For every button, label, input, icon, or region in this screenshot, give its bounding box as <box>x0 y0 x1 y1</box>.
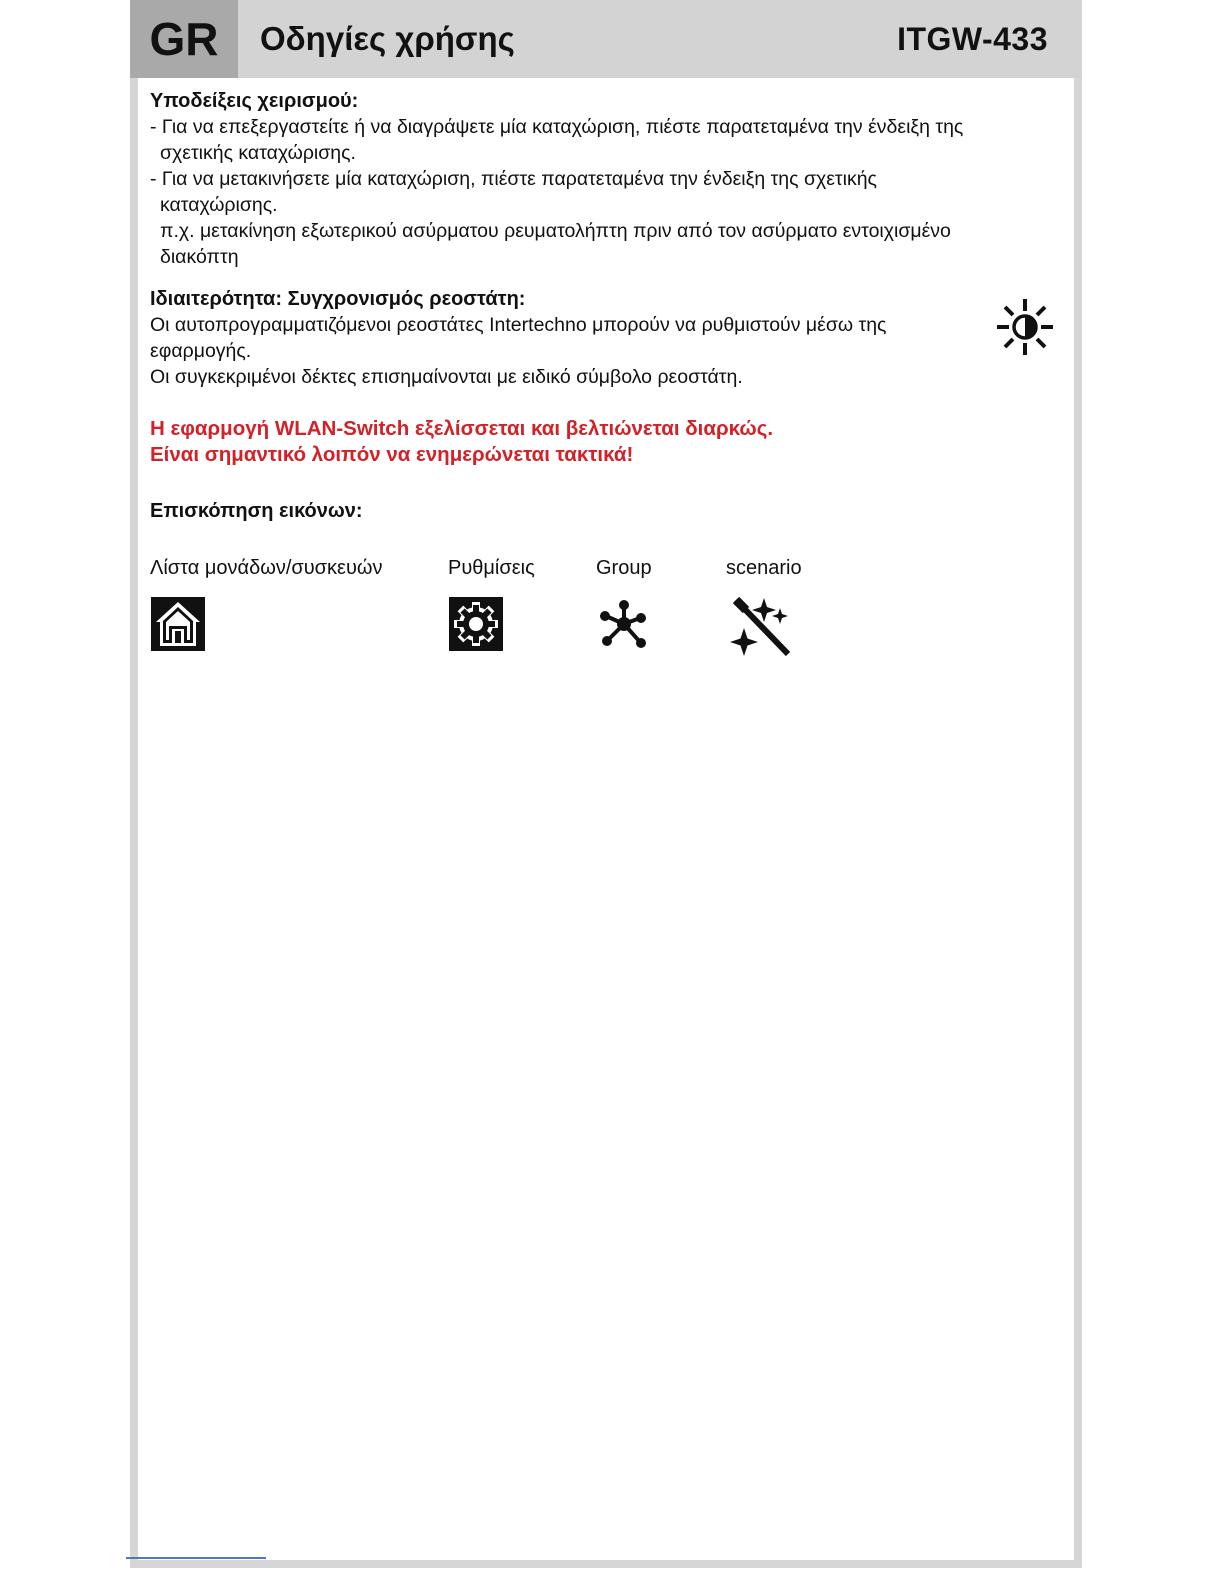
dimmer-sun-icon <box>996 298 1054 356</box>
dimmer-heading: Ιδιαιτερότητα: Συγχρονισμός ρεοστάτη: <box>150 288 526 310</box>
header-bar <box>130 0 1082 78</box>
handling-line: καταχώρισης. <box>160 194 278 216</box>
handling-line: - Για να επεξεργαστείτε ή να διαγράψετε μία καταχώριση, πιέστε παρατεταμένα την ένδειξη της <box>150 116 964 138</box>
handling-section <box>150 88 1062 270</box>
language-code: GR <box>130 0 238 78</box>
dimmer-section <box>150 286 1062 390</box>
icon-item-settings <box>448 554 535 582</box>
icon-item-group <box>596 554 652 582</box>
gear-icon <box>448 596 504 652</box>
icon-overview <box>150 554 1050 664</box>
icon-item-device-list <box>150 554 383 582</box>
dimmer-line: Οι συγκεκριμένοι δέκτες επισημαίνονται με ειδικό σύμβολο ρεοστάτη. <box>150 366 743 388</box>
group-icon <box>596 596 652 652</box>
content <box>150 88 1062 524</box>
dimmer-line: Οι αυτοπρογραμματιζόμενοι ρεοστάτες Intertechno μπορούν να ρυθμιστούν μέσω της <box>150 314 887 336</box>
footer-link-underline <box>126 1557 266 1559</box>
handling-line: διακόπτη <box>160 246 239 268</box>
icon-item-scenario <box>726 554 802 582</box>
notice-line: Η εφαρμογή WLAN-Switch εξελίσσεται και βελτιώνεται διαρκώς. <box>150 417 774 440</box>
icon-label: Ρυθμίσεις <box>448 557 535 579</box>
update-notice <box>150 416 1062 468</box>
handling-heading: Υποδείξεις χειρισμού: <box>150 90 359 112</box>
handling-line: σχετικής καταχώρισης. <box>160 142 356 164</box>
handling-line: π.χ. μετακίνηση εξωτερικού ασύρματου ρευματολήπτη πριν από τον ασύρματο εντοιχισμένο <box>160 220 951 242</box>
house-icon <box>150 596 206 652</box>
overview-heading: Επισκόπηση εικόνων: <box>150 500 363 522</box>
dimmer-line: εφαρμογής. <box>150 340 252 362</box>
icon-label: Λίστα μονάδων/συσκευών <box>150 557 383 579</box>
notice-line: Είναι σημαντικό λοιπόν να ενημερώνεται τακτικά! <box>150 443 634 466</box>
icon-label: Group <box>596 557 652 579</box>
document-title: Οδηγίες χρήσης <box>260 20 515 57</box>
handling-line: - Για να μετακινήσετε μία καταχώριση, πιέστε παρατεταμένα την ένδειξη της σχετικής <box>150 168 877 190</box>
icon-label: scenario <box>726 557 802 579</box>
magic-wand-icon <box>728 596 792 660</box>
model-number: ITGW-433 <box>897 20 1048 57</box>
